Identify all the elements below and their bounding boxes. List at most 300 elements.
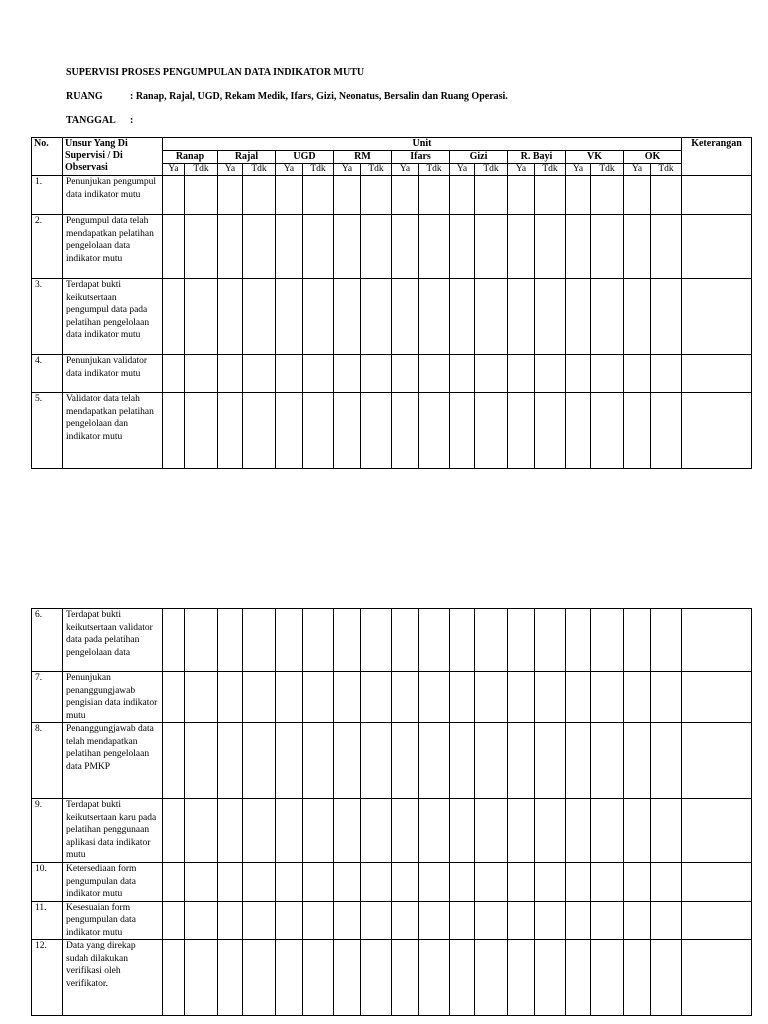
ya-check-cell[interactable] xyxy=(334,672,361,723)
tdk-check-cell[interactable] xyxy=(303,215,334,279)
tdk-check-cell[interactable] xyxy=(361,279,392,355)
ya-check-cell[interactable] xyxy=(334,609,361,672)
tdk-check-cell[interactable] xyxy=(591,355,624,393)
ya-check-cell[interactable] xyxy=(218,940,243,1016)
ya-check-cell[interactable] xyxy=(163,609,185,672)
ya-check-cell[interactable] xyxy=(276,355,303,393)
ya-check-cell[interactable] xyxy=(508,215,535,279)
ya-check-cell[interactable] xyxy=(163,799,185,863)
document-title: SUPERVISI PROSES PENGUMPULAN DATA INDIKATOR MUTU xyxy=(66,67,365,78)
tdk-check-cell[interactable] xyxy=(591,799,624,863)
tdk-check-cell[interactable] xyxy=(651,799,682,863)
tanggal-value: : xyxy=(130,115,134,126)
row-criterion: Penunjukan penanggungjawab pengisian data indikator mutu xyxy=(63,672,163,723)
unit-header: UGD xyxy=(276,151,334,164)
tdk-check-cell[interactable] xyxy=(303,723,334,799)
table-row xyxy=(32,176,752,215)
tdk-check-cell[interactable] xyxy=(535,279,566,355)
col-header-unit: Unit xyxy=(163,138,682,151)
ya-check-cell[interactable] xyxy=(392,672,419,723)
row-criterion: Terdapat bukti keikutsertaan validator data pada pelatihan pengelolaan data xyxy=(63,609,163,672)
keterangan-cell[interactable] xyxy=(682,279,752,355)
tdk-check-cell[interactable] xyxy=(535,799,566,863)
ya-check-cell[interactable] xyxy=(218,901,243,940)
ya-check-cell[interactable] xyxy=(624,355,651,393)
tdk-check-cell[interactable] xyxy=(651,393,682,469)
ruang-label: RUANG xyxy=(66,91,103,102)
row-number: 12. xyxy=(32,940,63,1016)
ya-check-cell[interactable] xyxy=(566,355,591,393)
ya-check-cell[interactable] xyxy=(508,672,535,723)
row-criterion: Terdapat bukti keikutsertaan karu pada pelatihan penggunaan aplikasi data indikator mutu xyxy=(63,799,163,863)
row-criterion: Validator data telah mendapatkan pelatihan pengelolaan dan indikator mutu xyxy=(63,393,163,469)
tanggal-line xyxy=(66,115,133,126)
table-row xyxy=(32,940,752,1016)
ya-check-cell[interactable] xyxy=(276,799,303,863)
tdk-check-cell[interactable] xyxy=(243,672,276,723)
tdk-check-cell[interactable] xyxy=(419,799,450,863)
tdk-check-cell[interactable] xyxy=(243,901,276,940)
ya-check-cell[interactable] xyxy=(624,863,651,902)
ya-check-cell[interactable] xyxy=(392,901,419,940)
ya-check-cell[interactable] xyxy=(163,176,185,215)
ya-check-cell[interactable] xyxy=(392,279,419,355)
tdk-check-cell[interactable] xyxy=(591,609,624,672)
unit-header: OK xyxy=(624,151,682,164)
ya-check-cell[interactable] xyxy=(392,799,419,863)
keterangan-cell[interactable] xyxy=(682,901,752,940)
row-number: 7. xyxy=(32,672,63,723)
keterangan-cell[interactable] xyxy=(682,863,752,902)
tdk-check-cell[interactable] xyxy=(361,672,392,723)
ya-subheader: Ya xyxy=(450,164,475,176)
keterangan-cell[interactable] xyxy=(682,609,752,672)
tdk-check-cell[interactable] xyxy=(591,672,624,723)
ya-check-cell[interactable] xyxy=(218,863,243,902)
tdk-subheader: Tdk xyxy=(475,164,508,176)
tdk-check-cell[interactable] xyxy=(535,723,566,799)
table-row xyxy=(32,215,752,279)
row-criterion: Penanggungjawab data telah mendapatkan pelatihan pengelolaan data PMKP xyxy=(63,723,163,799)
ya-check-cell[interactable] xyxy=(508,393,535,469)
tdk-check-cell[interactable] xyxy=(243,215,276,279)
ya-check-cell[interactable] xyxy=(508,279,535,355)
ya-subheader: Ya xyxy=(624,164,651,176)
keterangan-cell[interactable] xyxy=(682,799,752,863)
ya-check-cell[interactable] xyxy=(392,609,419,672)
ya-check-cell[interactable] xyxy=(450,672,475,723)
tdk-check-cell[interactable] xyxy=(535,901,566,940)
ya-check-cell[interactable] xyxy=(218,609,243,672)
ya-check-cell[interactable] xyxy=(218,176,243,215)
tdk-check-cell[interactable] xyxy=(185,176,218,215)
tdk-check-cell[interactable] xyxy=(651,672,682,723)
ya-check-cell[interactable] xyxy=(624,215,651,279)
tdk-subheader: Tdk xyxy=(651,164,682,176)
keterangan-cell[interactable] xyxy=(682,176,752,215)
ya-check-cell[interactable] xyxy=(163,723,185,799)
tdk-check-cell[interactable] xyxy=(361,355,392,393)
ya-check-cell[interactable] xyxy=(276,609,303,672)
row-number: 6. xyxy=(32,609,63,672)
row-number: 11. xyxy=(32,901,63,940)
ya-check-cell[interactable] xyxy=(450,723,475,799)
supervision-table-part-2 xyxy=(31,608,752,1016)
tdk-check-cell[interactable] xyxy=(475,215,508,279)
unit-header: R. Bayi xyxy=(508,151,566,164)
ya-check-cell[interactable] xyxy=(276,393,303,469)
ya-check-cell[interactable] xyxy=(218,215,243,279)
ya-check-cell[interactable] xyxy=(566,279,591,355)
ya-check-cell[interactable] xyxy=(392,355,419,393)
tdk-check-cell[interactable] xyxy=(535,176,566,215)
tdk-check-cell[interactable] xyxy=(361,215,392,279)
ya-check-cell[interactable] xyxy=(392,863,419,902)
ya-check-cell[interactable] xyxy=(508,723,535,799)
ya-check-cell[interactable] xyxy=(566,799,591,863)
tdk-check-cell[interactable] xyxy=(185,393,218,469)
tdk-check-cell[interactable] xyxy=(303,672,334,723)
row-criterion: Kesesuaian form pengumpulan data indikator mutu xyxy=(63,901,163,940)
tdk-check-cell[interactable] xyxy=(419,723,450,799)
ya-subheader: Ya xyxy=(566,164,591,176)
ya-check-cell[interactable] xyxy=(566,215,591,279)
ya-check-cell[interactable] xyxy=(624,672,651,723)
tdk-check-cell[interactable] xyxy=(185,940,218,1016)
ya-check-cell[interactable] xyxy=(450,799,475,863)
ya-check-cell[interactable] xyxy=(334,176,361,215)
tdk-check-cell[interactable] xyxy=(361,609,392,672)
ya-subheader: Ya xyxy=(392,164,419,176)
tdk-check-cell[interactable] xyxy=(535,355,566,393)
ya-check-cell[interactable] xyxy=(392,940,419,1016)
tdk-check-cell[interactable] xyxy=(475,940,508,1016)
tdk-check-cell[interactable] xyxy=(419,609,450,672)
tdk-check-cell[interactable] xyxy=(591,176,624,215)
row-number: 1. xyxy=(32,176,63,215)
ya-check-cell[interactable] xyxy=(450,215,475,279)
table-row xyxy=(32,355,752,393)
ya-check-cell[interactable] xyxy=(163,279,185,355)
tdk-check-cell[interactable] xyxy=(419,215,450,279)
ya-check-cell[interactable] xyxy=(334,355,361,393)
tdk-check-cell[interactable] xyxy=(535,609,566,672)
ya-check-cell[interactable] xyxy=(624,279,651,355)
tdk-check-cell[interactable] xyxy=(185,799,218,863)
ya-subheader: Ya xyxy=(508,164,535,176)
ya-subheader: Ya xyxy=(276,164,303,176)
ya-check-cell[interactable] xyxy=(624,940,651,1016)
tdk-check-cell[interactable] xyxy=(475,672,508,723)
tdk-check-cell[interactable] xyxy=(419,393,450,469)
tdk-check-cell[interactable] xyxy=(535,215,566,279)
keterangan-cell[interactable] xyxy=(682,723,752,799)
ya-check-cell[interactable] xyxy=(218,393,243,469)
ruang-line xyxy=(66,91,508,102)
col-header-unsur: Unsur Yang Di Supervisi / Di Observasi xyxy=(63,138,163,176)
tdk-check-cell[interactable] xyxy=(303,863,334,902)
tdk-subheader: Tdk xyxy=(185,164,218,176)
tdk-check-cell[interactable] xyxy=(651,863,682,902)
tdk-check-cell[interactable] xyxy=(243,940,276,1016)
ya-check-cell[interactable] xyxy=(566,863,591,902)
tdk-check-cell[interactable] xyxy=(185,901,218,940)
ya-check-cell[interactable] xyxy=(450,609,475,672)
tdk-check-cell[interactable] xyxy=(185,215,218,279)
ya-check-cell[interactable] xyxy=(218,672,243,723)
tdk-check-cell[interactable] xyxy=(651,176,682,215)
ya-check-cell[interactable] xyxy=(334,279,361,355)
ya-check-cell[interactable] xyxy=(334,215,361,279)
tdk-check-cell[interactable] xyxy=(591,279,624,355)
ya-check-cell[interactable] xyxy=(276,672,303,723)
tdk-check-cell[interactable] xyxy=(475,609,508,672)
tdk-check-cell[interactable] xyxy=(591,863,624,902)
tdk-check-cell[interactable] xyxy=(419,901,450,940)
row-number: 8. xyxy=(32,723,63,799)
tdk-check-cell[interactable] xyxy=(243,393,276,469)
ya-check-cell[interactable] xyxy=(334,799,361,863)
tdk-subheader: Tdk xyxy=(591,164,624,176)
ya-check-cell[interactable] xyxy=(450,176,475,215)
tdk-check-cell[interactable] xyxy=(419,940,450,1016)
ya-check-cell[interactable] xyxy=(566,672,591,723)
tdk-check-cell[interactable] xyxy=(243,176,276,215)
keterangan-cell[interactable] xyxy=(682,672,752,723)
ya-check-cell[interactable] xyxy=(624,609,651,672)
tdk-check-cell[interactable] xyxy=(651,279,682,355)
unit-header: RM xyxy=(334,151,392,164)
tdk-check-cell[interactable] xyxy=(361,940,392,1016)
tdk-check-cell[interactable] xyxy=(591,940,624,1016)
tdk-check-cell[interactable] xyxy=(475,393,508,469)
ya-check-cell[interactable] xyxy=(163,940,185,1016)
tdk-check-cell[interactable] xyxy=(303,176,334,215)
ya-check-cell[interactable] xyxy=(163,355,185,393)
tdk-check-cell[interactable] xyxy=(475,176,508,215)
keterangan-cell[interactable] xyxy=(682,355,752,393)
ya-subheader: Ya xyxy=(163,164,185,176)
row-criterion: Terdapat bukti keikutsertaan pengumpul data pada pelatihan pengelolaan data indikator mutu xyxy=(63,279,163,355)
ya-check-cell[interactable] xyxy=(508,609,535,672)
tdk-check-cell[interactable] xyxy=(361,393,392,469)
ya-check-cell[interactable] xyxy=(163,215,185,279)
tdk-check-cell[interactable] xyxy=(361,723,392,799)
tdk-check-cell[interactable] xyxy=(185,279,218,355)
ya-check-cell[interactable] xyxy=(508,355,535,393)
ya-check-cell[interactable] xyxy=(276,723,303,799)
ya-check-cell[interactable] xyxy=(218,723,243,799)
unit-header: Ranap xyxy=(163,151,218,164)
tdk-check-cell[interactable] xyxy=(651,940,682,1016)
tdk-subheader: Tdk xyxy=(303,164,334,176)
tdk-check-cell[interactable] xyxy=(185,355,218,393)
tdk-check-cell[interactable] xyxy=(303,940,334,1016)
tdk-check-cell[interactable] xyxy=(475,863,508,902)
ya-check-cell[interactable] xyxy=(566,609,591,672)
unit-header: Rajal xyxy=(218,151,276,164)
tdk-check-cell[interactable] xyxy=(651,901,682,940)
ya-check-cell[interactable] xyxy=(276,215,303,279)
tdk-check-cell[interactable] xyxy=(243,863,276,902)
ya-check-cell[interactable] xyxy=(163,901,185,940)
table-row xyxy=(32,901,752,940)
keterangan-cell[interactable] xyxy=(682,940,752,1016)
tdk-check-cell[interactable] xyxy=(475,355,508,393)
ya-check-cell[interactable] xyxy=(218,799,243,863)
ya-check-cell[interactable] xyxy=(450,863,475,902)
ya-check-cell[interactable] xyxy=(334,863,361,902)
tdk-check-cell[interactable] xyxy=(535,940,566,1016)
row-criterion: Data yang direkap sudah dilakukan verifikasi oleh verifikator. xyxy=(63,940,163,1016)
col-header-keterangan: Keterangan xyxy=(682,138,752,176)
tdk-check-cell[interactable] xyxy=(475,723,508,799)
ya-check-cell[interactable] xyxy=(450,355,475,393)
tdk-check-cell[interactable] xyxy=(243,279,276,355)
tdk-check-cell[interactable] xyxy=(361,863,392,902)
tdk-check-cell[interactable] xyxy=(185,609,218,672)
tdk-check-cell[interactable] xyxy=(475,901,508,940)
ya-check-cell[interactable] xyxy=(508,863,535,902)
tdk-check-cell[interactable] xyxy=(361,176,392,215)
ya-check-cell[interactable] xyxy=(508,901,535,940)
tdk-subheader: Tdk xyxy=(419,164,450,176)
ya-check-cell[interactable] xyxy=(276,279,303,355)
ya-subheader: Ya xyxy=(334,164,361,176)
table-row xyxy=(32,723,752,799)
tdk-check-cell[interactable] xyxy=(535,672,566,723)
tdk-check-cell[interactable] xyxy=(535,863,566,902)
tdk-check-cell[interactable] xyxy=(591,901,624,940)
tdk-check-cell[interactable] xyxy=(185,723,218,799)
tdk-check-cell[interactable] xyxy=(303,799,334,863)
ya-check-cell[interactable] xyxy=(163,863,185,902)
row-number: 4. xyxy=(32,355,63,393)
row-criterion: Penunjukan pengumpul data indikator mutu xyxy=(63,176,163,215)
ya-check-cell[interactable] xyxy=(392,215,419,279)
ya-check-cell[interactable] xyxy=(624,901,651,940)
ya-check-cell[interactable] xyxy=(450,901,475,940)
ya-check-cell[interactable] xyxy=(566,176,591,215)
tdk-subheader: Tdk xyxy=(243,164,276,176)
row-number: 9. xyxy=(32,799,63,863)
tdk-check-cell[interactable] xyxy=(361,901,392,940)
ya-check-cell[interactable] xyxy=(276,901,303,940)
tdk-check-cell[interactable] xyxy=(361,799,392,863)
table-row xyxy=(32,609,752,672)
row-criterion: Penunjukan validator data indikator mutu xyxy=(63,355,163,393)
tdk-check-cell[interactable] xyxy=(303,901,334,940)
tdk-check-cell[interactable] xyxy=(535,393,566,469)
tdk-check-cell[interactable] xyxy=(419,176,450,215)
ya-check-cell[interactable] xyxy=(334,901,361,940)
ya-check-cell[interactable] xyxy=(508,176,535,215)
tdk-check-cell[interactable] xyxy=(591,215,624,279)
tdk-check-cell[interactable] xyxy=(185,863,218,902)
table-row xyxy=(32,799,752,863)
row-criterion: Pengumpul data telah mendapatkan pelatihan pengelolaan data indikator mutu xyxy=(63,215,163,279)
supervision-table-part-1 xyxy=(31,137,752,469)
row-criterion: Ketersediaan form pengumpulan data indikator mutu xyxy=(63,863,163,902)
ya-check-cell[interactable] xyxy=(276,863,303,902)
tdk-check-cell[interactable] xyxy=(475,799,508,863)
row-number: 5. xyxy=(32,393,63,469)
tdk-check-cell[interactable] xyxy=(243,355,276,393)
tdk-subheader: Tdk xyxy=(535,164,566,176)
tdk-check-cell[interactable] xyxy=(591,393,624,469)
table-row xyxy=(32,393,752,469)
tdk-check-cell[interactable] xyxy=(419,279,450,355)
tdk-check-cell[interactable] xyxy=(303,355,334,393)
tdk-check-cell[interactable] xyxy=(475,279,508,355)
keterangan-cell[interactable] xyxy=(682,393,752,469)
table-row xyxy=(32,279,752,355)
ya-check-cell[interactable] xyxy=(392,723,419,799)
ya-check-cell[interactable] xyxy=(566,393,591,469)
ya-check-cell[interactable] xyxy=(163,393,185,469)
ruang-value: : Ranap, Rajal, UGD, Rekam Medik, Ifars, Gizi, Neonatus, Bersalin dan Ruang Operasi. xyxy=(130,91,508,102)
tdk-check-cell[interactable] xyxy=(419,863,450,902)
ya-check-cell[interactable] xyxy=(566,723,591,799)
ya-subheader: Ya xyxy=(218,164,243,176)
ya-check-cell[interactable] xyxy=(450,393,475,469)
table-row xyxy=(32,863,752,902)
ya-check-cell[interactable] xyxy=(392,176,419,215)
ya-check-cell[interactable] xyxy=(566,940,591,1016)
ya-check-cell[interactable] xyxy=(276,176,303,215)
ya-check-cell[interactable] xyxy=(392,393,419,469)
ya-check-cell[interactable] xyxy=(624,799,651,863)
tdk-subheader: Tdk xyxy=(361,164,392,176)
ya-check-cell[interactable] xyxy=(508,799,535,863)
tdk-check-cell[interactable] xyxy=(651,723,682,799)
tdk-check-cell[interactable] xyxy=(651,355,682,393)
tdk-check-cell[interactable] xyxy=(651,609,682,672)
tdk-check-cell[interactable] xyxy=(591,723,624,799)
ya-check-cell[interactable] xyxy=(218,279,243,355)
ya-check-cell[interactable] xyxy=(450,940,475,1016)
ya-check-cell[interactable] xyxy=(334,723,361,799)
ya-check-cell[interactable] xyxy=(276,940,303,1016)
tdk-check-cell[interactable] xyxy=(303,609,334,672)
keterangan-cell[interactable] xyxy=(682,215,752,279)
ya-check-cell[interactable] xyxy=(334,940,361,1016)
table-row xyxy=(32,672,752,723)
ya-check-cell[interactable] xyxy=(508,940,535,1016)
unit-header: Ifars xyxy=(392,151,450,164)
tdk-check-cell[interactable] xyxy=(243,723,276,799)
tdk-check-cell[interactable] xyxy=(651,215,682,279)
tdk-check-cell[interactable] xyxy=(243,799,276,863)
unit-header: Gizi xyxy=(450,151,508,164)
ya-check-cell[interactable] xyxy=(566,901,591,940)
tdk-check-cell[interactable] xyxy=(419,355,450,393)
row-number: 2. xyxy=(32,215,63,279)
ya-check-cell[interactable] xyxy=(163,672,185,723)
ya-check-cell[interactable] xyxy=(624,176,651,215)
unit-header: VK xyxy=(566,151,624,164)
tdk-check-cell[interactable] xyxy=(185,672,218,723)
ya-check-cell[interactable] xyxy=(450,279,475,355)
ya-check-cell[interactable] xyxy=(334,393,361,469)
tdk-check-cell[interactable] xyxy=(243,609,276,672)
ya-check-cell[interactable] xyxy=(624,393,651,469)
ya-check-cell[interactable] xyxy=(218,355,243,393)
tdk-check-cell[interactable] xyxy=(303,393,334,469)
tdk-check-cell[interactable] xyxy=(303,279,334,355)
ya-check-cell[interactable] xyxy=(624,723,651,799)
tdk-check-cell[interactable] xyxy=(419,672,450,723)
